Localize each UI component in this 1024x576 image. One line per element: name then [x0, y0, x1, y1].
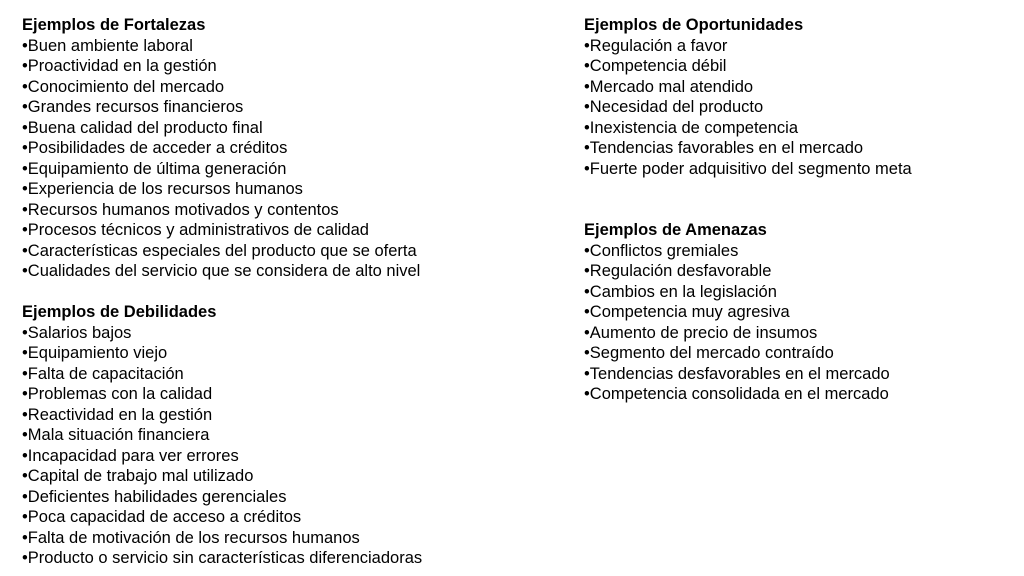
- fortalezas-item: • Características especiales del producto que se oferta: [22, 241, 562, 262]
- oportunidades-item: • Competencia débil: [584, 56, 1014, 77]
- amenazas-item: • Cambios en la legislación: [584, 282, 1014, 303]
- left-column: [22, 15, 562, 569]
- fortalezas-item: • Equipamiento de última generación: [22, 159, 562, 180]
- amenazas-item: • Segmento del mercado contraído: [584, 343, 1014, 364]
- amenazas-item: • Aumento de precio de insumos: [584, 323, 1014, 344]
- fortalezas-item: • Recursos humanos motivados y contentos: [22, 200, 562, 221]
- fortalezas-item: • Procesos técnicos y administrativos de calidad: [22, 220, 562, 241]
- debilidades-item: • Salarios bajos: [22, 323, 562, 344]
- fortalezas-item: • Experiencia de los recursos humanos: [22, 179, 562, 200]
- debilidades-item: • Falta de capacitación: [22, 364, 562, 385]
- debilidades-item: • Capital de trabajo mal utilizado: [22, 466, 562, 487]
- debilidades-heading: Ejemplos de Debilidades: [22, 303, 217, 321]
- debilidades-item: • Deficientes habilidades gerenciales: [22, 487, 562, 508]
- oportunidades-item: • Inexistencia de competencia: [584, 118, 1014, 139]
- oportunidades-section: [584, 15, 1014, 179]
- oportunidades-item: • Mercado mal atendido: [584, 77, 1014, 98]
- right-column: [584, 15, 1014, 405]
- oportunidades-item: • Tendencias favorables en el mercado: [584, 138, 1014, 159]
- debilidades-section: [22, 302, 562, 569]
- amenazas-item: • Competencia consolidada en el mercado: [584, 384, 1014, 405]
- fortalezas-item: • Buena calidad del producto final: [22, 118, 562, 139]
- amenazas-item: • Tendencias desfavorables en el mercado: [584, 364, 1014, 385]
- amenazas-item: • Regulación desfavorable: [584, 261, 1014, 282]
- oportunidades-item: • Fuerte poder adquisitivo del segmento meta: [584, 159, 1014, 180]
- debilidades-item: • Mala situación financiera: [22, 425, 562, 446]
- debilidades-item: • Falta de motivación de los recursos humanos: [22, 528, 562, 549]
- fortalezas-item: • Cualidades del servicio que se considera de alto nivel: [22, 261, 562, 282]
- fortalezas-item: • Buen ambiente laboral: [22, 36, 562, 57]
- debilidades-item: • Problemas con la calidad: [22, 384, 562, 405]
- fortalezas-item: • Grandes recursos financieros: [22, 97, 562, 118]
- section-spacer: [22, 282, 562, 303]
- debilidades-item: • Poca capacidad de acceso a créditos: [22, 507, 562, 528]
- debilidades-item: • Reactividad en la gestión: [22, 405, 562, 426]
- amenazas-section: [584, 220, 1014, 405]
- oportunidades-item: • Necesidad del producto: [584, 97, 1014, 118]
- fortalezas-item: • Conocimiento del mercado: [22, 77, 562, 98]
- oportunidades-item: • Regulación a favor: [584, 36, 1014, 57]
- oportunidades-heading: Ejemplos de Oportunidades: [584, 16, 804, 34]
- section-spacer: [584, 200, 1014, 221]
- debilidades-item: • Producto o servicio sin características diferenciadoras: [22, 548, 562, 569]
- debilidades-item: • Incapacidad para ver errores: [22, 446, 562, 467]
- amenazas-heading: Ejemplos de Amenazas: [584, 221, 767, 239]
- fortalezas-item: • Posibilidades de acceder a créditos: [22, 138, 562, 159]
- amenazas-item: • Conflictos gremiales: [584, 241, 1014, 262]
- fortalezas-heading: Ejemplos de Fortalezas: [22, 16, 206, 34]
- fortalezas-section: [22, 15, 562, 282]
- fortalezas-item: • Proactividad en la gestión: [22, 56, 562, 77]
- amenazas-item: • Competencia muy agresiva: [584, 302, 1014, 323]
- debilidades-item: • Equipamiento viejo: [22, 343, 562, 364]
- section-spacer: [584, 179, 1014, 200]
